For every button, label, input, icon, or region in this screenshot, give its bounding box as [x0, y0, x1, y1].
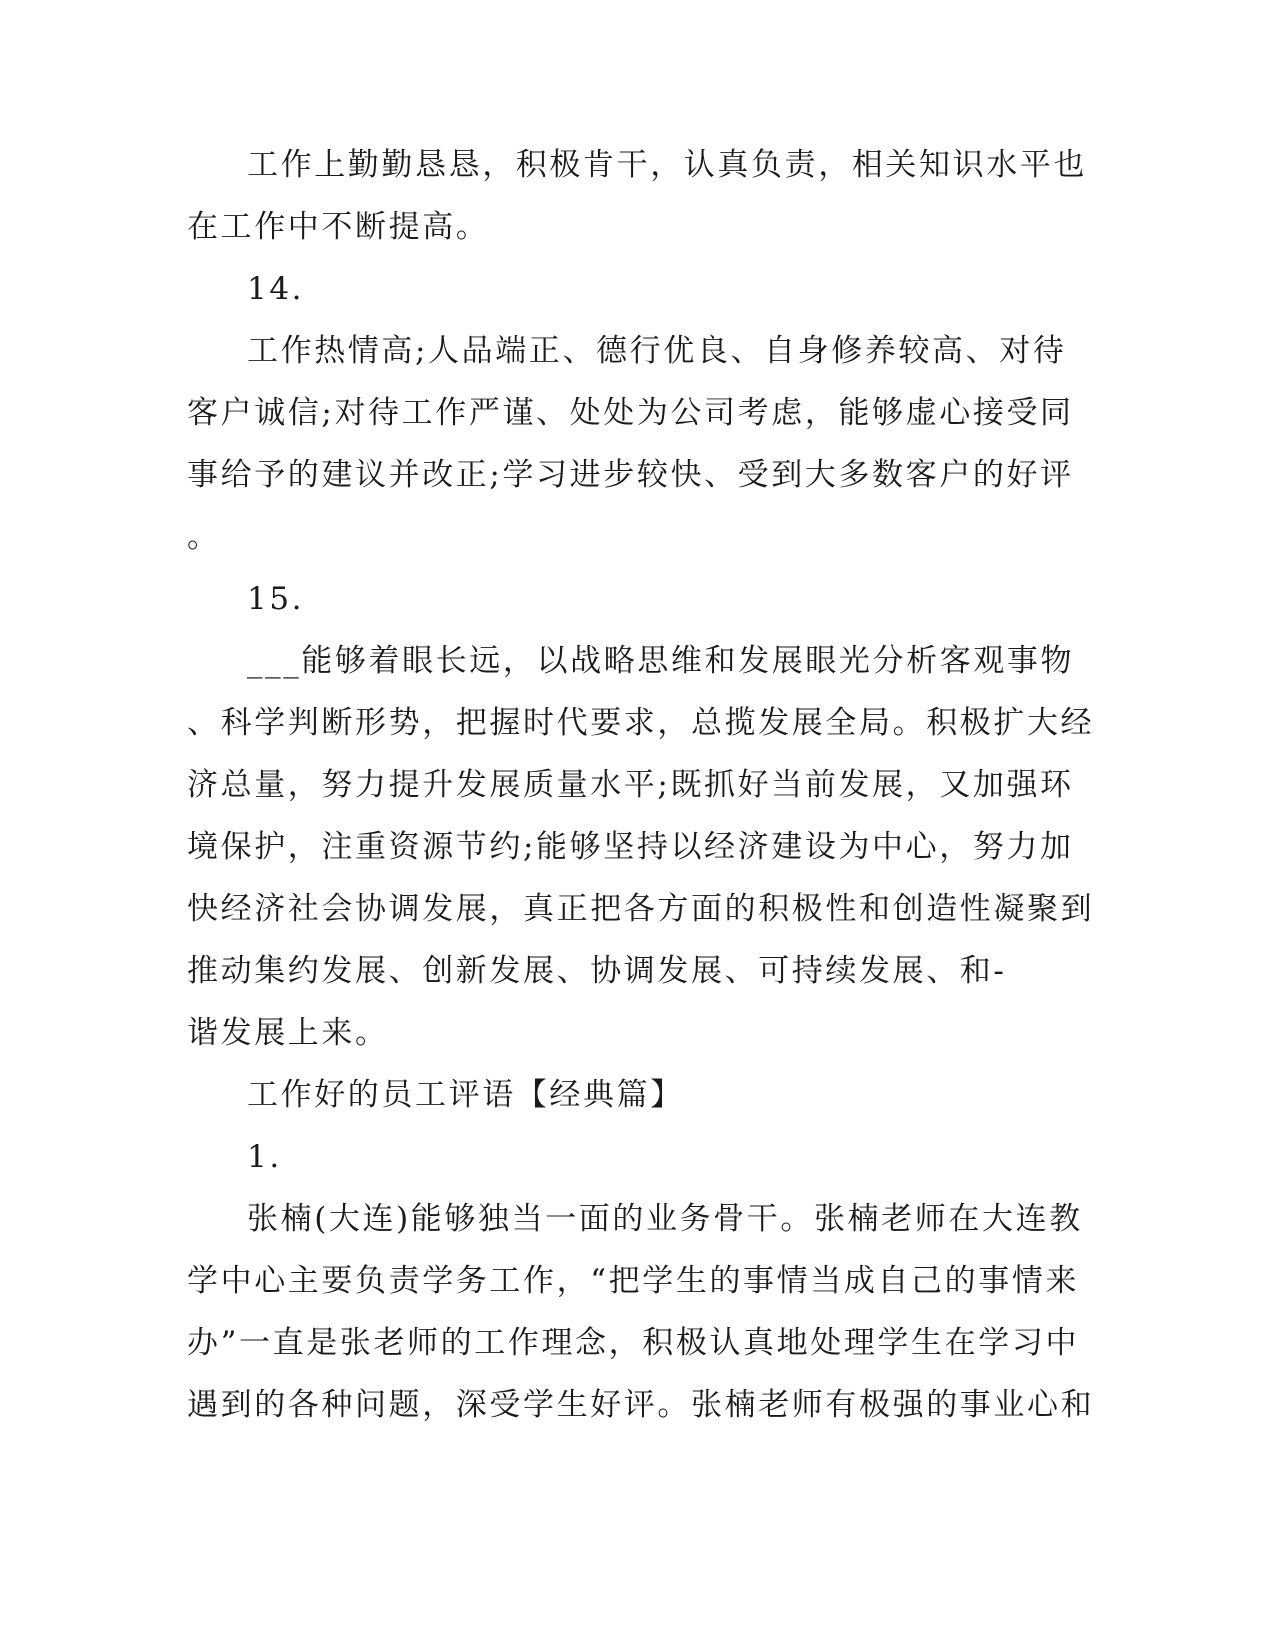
paragraph-line: 事给予的建议并改正;学习进步较快、受到大多数客户的好评: [187, 457, 1074, 493]
paragraph-line: 谐发展上来。: [187, 1015, 389, 1051]
paragraph-line: 在工作中不断提高。: [187, 209, 490, 245]
paragraph-line: 济总量，努力提升发展质量水平;既抓好当前发展，又加强环: [187, 767, 1074, 803]
paragraph-line: 张楠(大连)能够独当一面的业务骨干。张楠老师在大连教: [247, 1201, 1083, 1237]
paragraph-line: 。: [187, 519, 221, 555]
paragraph-line: 境保护，注重资源节约;能够坚持以经济建设为中心，努力加: [187, 829, 1074, 865]
paragraph-line: 客户诚信;对待工作严谨、处处为公司考虑，能够虚心接受同: [187, 395, 1074, 431]
paragraph-line: 工作热情高;人品端正、德行优良、自身修养较高、对待: [247, 333, 1067, 369]
paragraph-line: 推动集约发展、创新发展、协调发展、可持续发展、和-: [187, 953, 1007, 989]
list-number: 15.: [247, 581, 305, 617]
list-number: 14.: [247, 271, 305, 307]
paragraph-line: 遇到的各种问题，深受学生好评。张楠老师有极强的事业心和: [187, 1387, 1095, 1423]
list-number: 1.: [247, 1139, 282, 1175]
paragraph-line: ___能够着眼长远，以战略思维和发展眼光分析客观事物: [247, 643, 1075, 679]
paragraph-line: 工作上勤勤恳恳，积极肯干，认真负责，相关知识水平也: [247, 147, 1087, 183]
paragraph-line: 快经济社会协调发展，真正把各方面的积极性和创造性凝聚到: [187, 891, 1095, 927]
paragraph-line: 办”一直是张老师的工作理念，积极认真地处理学生在学习中: [187, 1325, 1080, 1361]
section-heading: 工作好的员工评语【经典篇】: [247, 1077, 684, 1113]
paragraph-line: 、科学判断形势，把握时代要求，总揽发展全局。积极扩大经: [187, 705, 1095, 741]
paragraph-line: 学中心主要负责学务工作，“把学生的事情当成自己的事情来: [187, 1263, 1080, 1299]
